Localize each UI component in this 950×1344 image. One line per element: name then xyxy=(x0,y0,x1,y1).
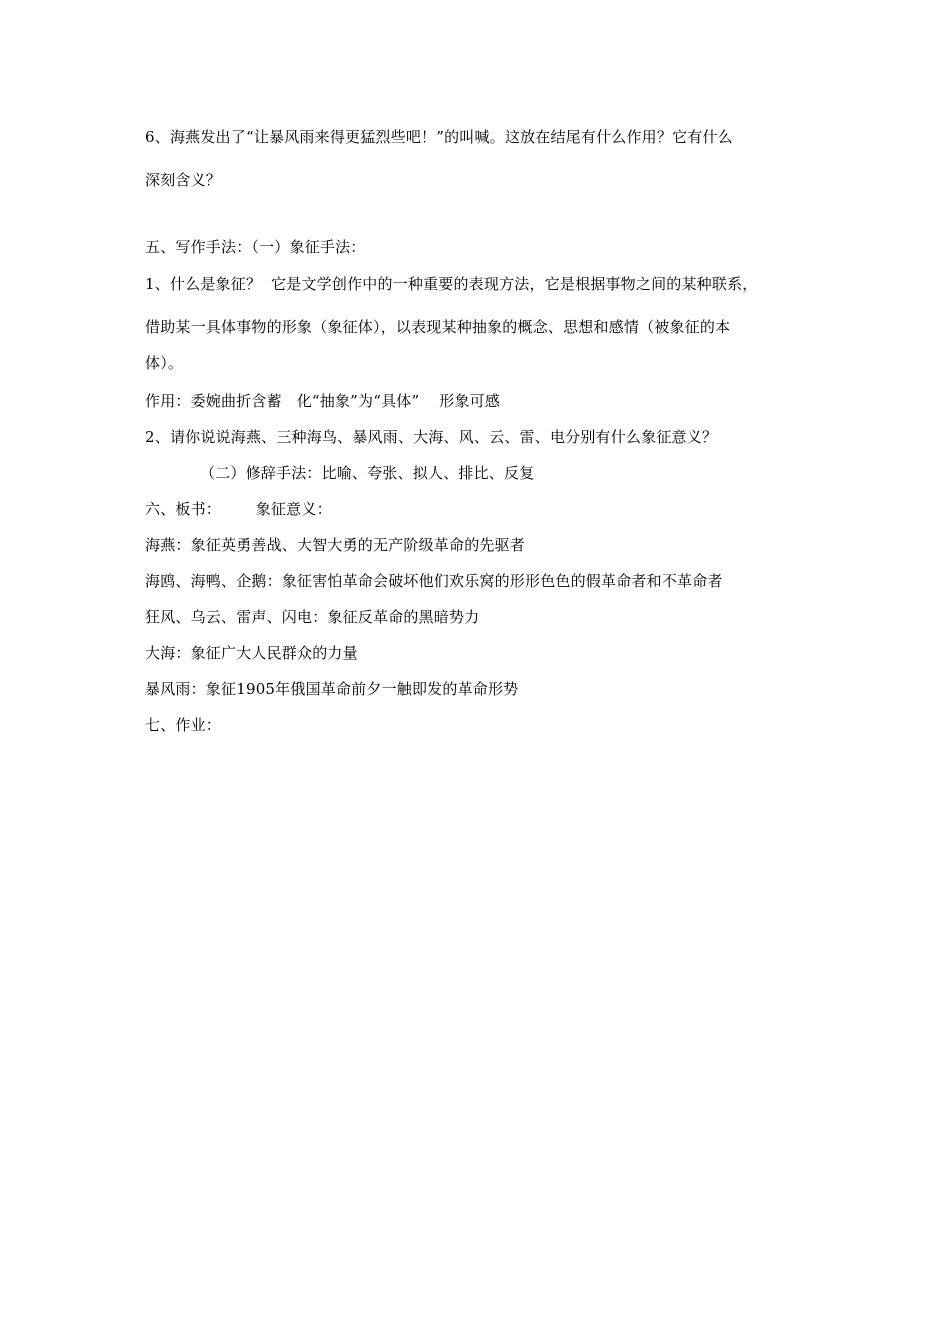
symbol-definition-line-2: 借助某一具体事物的形象（象征体），以表现某种抽象的概念、思想和感情（被象征的本 xyxy=(145,318,731,336)
sea-meaning-line: 大海：象征广大人民群众的力量 xyxy=(145,644,358,662)
rhetoric-methods-line: （二）修辞手法：比喻、夸张、拟人、排比、反复 xyxy=(200,464,535,482)
storm-elements-meaning-line: 狂风、乌云、雷声、闪电：象征反革命的黑暗势力 xyxy=(145,608,480,626)
section-6-heading: 六、板书： 象征意义： xyxy=(145,500,332,518)
question-2-line: 2、请你说说海燕、三种海鸟、暴风雨、大海、风、云、雷、电分别有什么象征意义？ xyxy=(145,428,718,446)
petrel-meaning-line: 海燕：象征英勇善战、大智大勇的无产阶级革命的先驱者 xyxy=(145,536,526,554)
symbol-definition-line-3: 体）。 xyxy=(145,354,184,372)
section-7-heading: 七、作业： xyxy=(145,716,222,734)
symbol-effect-line: 作用：委婉曲折含蓄 化“抽象”为“具体” 形象可感 xyxy=(145,392,501,410)
question-6-line-2: 深刻含义？ xyxy=(145,171,222,189)
question-6-line-1: 6、海燕发出了“让暴风雨来得更猛烈些吧！”的叫喊。这放在结尾有什么作用？它有什么 xyxy=(145,128,733,146)
section-5-heading: 五、写作手法：（一）象征手法： xyxy=(145,238,366,256)
symbol-definition-line-1: 1、什么是象征？ 它是文学创作中的一种重要的表现方法，它是根据事物之间的某种联系， xyxy=(145,275,758,293)
seabirds-meaning-line: 海鸥、海鸭、企鹅：象征害怕革命会破坏他们欢乐窝的形形色色的假革命者和不革命者 xyxy=(145,572,723,590)
tempest-meaning-line: 暴风雨：象征1905年俄国革命前夕一触即发的革命形势 xyxy=(145,680,519,698)
